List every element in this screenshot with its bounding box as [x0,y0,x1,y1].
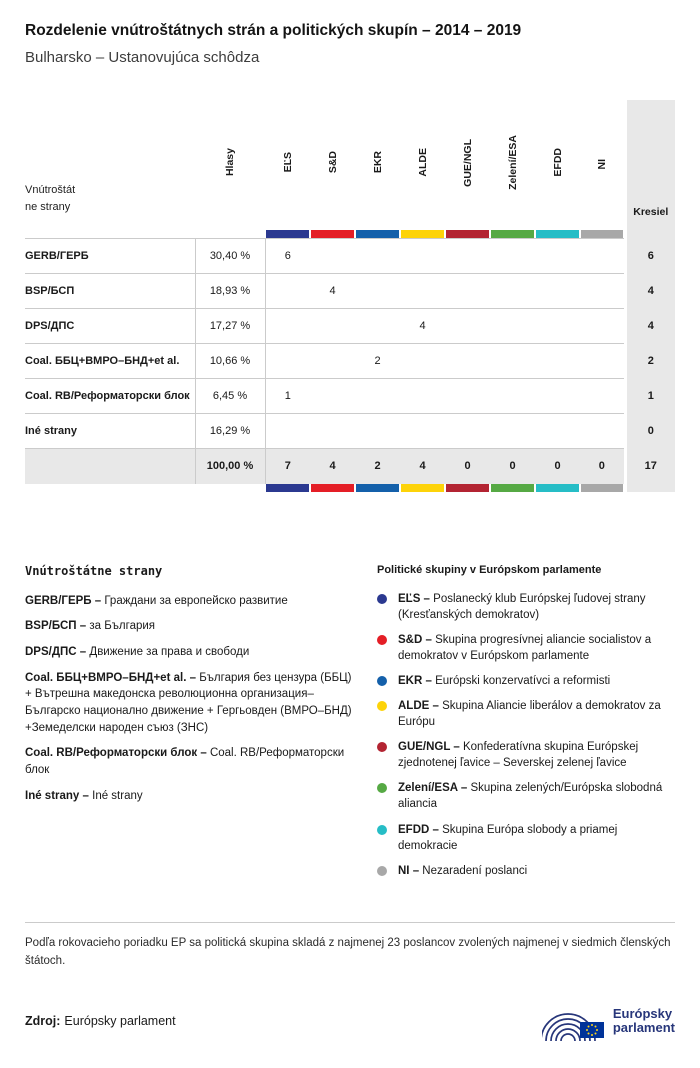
legend-item-name: Zelení/ESA – [398,782,468,795]
group-color-bar-fill [581,230,623,238]
legend-item-name: DPS/ДПС – [25,645,87,658]
ep-logo-text-line1: Európsky [612,1005,673,1021]
legend-item-text [398,698,675,730]
seat-cell [535,379,580,414]
legend-item-desc: Európski konzervatívci a reformisti [435,674,611,687]
seat-cell [490,239,535,274]
color-bar-row [25,230,675,239]
party-name-cell: Coal. RB/Реформаторски блок [25,379,195,414]
group-color-bar-fill [581,484,623,492]
column-header-group [265,100,310,230]
source-label: Zdroj: [25,1014,61,1029]
column-header-group [310,100,355,230]
legend-item [25,593,357,610]
group-color-bar [400,484,445,492]
votes-cell: 30,40 % [195,239,265,274]
seat-cell [445,274,490,309]
seat-cell [400,239,445,274]
total-group-seats-cell: 0 [490,449,535,484]
legend-item-name: BSP/БСП – [25,620,87,633]
group-color-bar [580,484,625,492]
seat-cell [400,344,445,379]
column-header-group-label: EKR [371,151,384,174]
bar-row-spacer [195,484,265,492]
group-color-dot [377,825,387,835]
legend-item [25,644,357,661]
group-color-bar-fill [401,484,444,492]
seat-cell: 4 [400,309,445,344]
color-bar-row [25,484,675,492]
column-header-group [490,100,535,230]
total-votes-cell: 100,00 % [195,449,265,484]
legend-item-name: Iné strany – [25,789,89,802]
legend-item [377,822,675,854]
legend-national-parties [25,564,377,888]
seat-cell [310,379,355,414]
total-seats-cell: 4 [625,274,675,309]
legend-item-name: NI – [398,864,420,877]
legend-item [377,632,675,664]
group-color-bar [355,230,400,239]
column-header-group-label: S&D [326,151,339,174]
column-header-group [535,100,580,230]
seat-cell [490,309,535,344]
column-header-group [355,100,400,230]
total-seats-cell: 1 [625,379,675,414]
table-row [25,414,675,449]
legend-item-name: ALDE – [398,699,439,712]
legend-item [25,788,357,805]
seat-cell [445,344,490,379]
total-row-spacer [25,449,195,484]
legend-item-desc: Граждани за европейско развитие [104,594,288,607]
legend-item-text [398,863,675,879]
column-header-group-label: ALDE [416,148,429,177]
group-color-bar [535,484,580,492]
column-header-votes [195,100,265,230]
bar-row-seats-spacer [625,230,675,239]
column-header-group-label: GUE/NGL [461,138,474,187]
legend-item [377,739,675,771]
seat-cell [445,239,490,274]
seat-cell [580,379,625,414]
legend-item-text [398,822,675,854]
column-header-seats-label: Kresiel [633,206,669,218]
divider [25,922,675,923]
seat-cell [580,239,625,274]
column-header-national-parties [25,100,195,230]
legend-item [377,863,675,879]
source-text: Európsky parlament [64,1014,176,1029]
legend-item-desc: Poslanecký klub Európskej ľudovej strany (Kresťanských demokratov) [398,592,646,621]
group-color-bar [355,484,400,492]
group-color-bar-fill [491,484,534,492]
group-color-dot [377,783,387,793]
seat-cell [265,274,310,309]
group-color-bar-fill [491,230,534,238]
legend-item-desc: Движение за права и свободи [89,645,250,658]
table-row [25,309,675,344]
bar-row-spacer [25,230,195,239]
legend-item-text [398,632,675,664]
column-header-group-label: Zelení/ESA [506,135,519,190]
legend-item-text [398,591,675,623]
table-header-row [25,100,675,230]
legend-item [377,591,675,623]
seat-cell [265,414,310,449]
party-name-cell: BSP/БСП [25,274,195,309]
group-color-bar [535,230,580,239]
footnote: Podľa rokovacieho poriadku EP sa politická skupina skladá z najmenej 23 poslancov zvolených najmenej v siedmich členských štátoch. [25,936,671,967]
group-color-bar [265,484,310,492]
legend-item-desc: Nezaradení poslanci [422,864,528,877]
table-row [25,344,675,379]
legend-item-name: EKR – [398,674,432,687]
seat-cell [400,414,445,449]
legend-item-text [398,673,675,689]
legend-item-name: GUE/NGL – [398,741,460,754]
legend-item-desc: Coal. RB/Реформаторски блок [25,747,345,776]
table-row [25,239,675,274]
seat-cell [580,344,625,379]
group-color-dot [377,635,387,645]
seat-cell [580,309,625,344]
group-color-dot [377,701,387,711]
legend-item-desc: Konfederatívna skupina Európskej zjednotenej ľavice – Severskej zelenej ľavice [398,741,639,770]
legend-item-desc: Iné strany [92,789,143,802]
legend-national-parties-list [25,593,357,805]
eu-flag-icon [580,1022,604,1038]
group-color-bar [310,230,355,239]
legend-item-desc: Skupina Aliancie liberálov a demokratov za Európu [398,699,661,729]
seat-cell [400,379,445,414]
legend-item [377,673,675,689]
legend-item-name: S&D – [398,633,432,646]
page-subtitle: Bulharsko – Ustanovujúca schôdza [25,49,260,66]
seat-cell [490,274,535,309]
group-color-bar-fill [446,484,489,492]
seat-cell [355,309,400,344]
seat-cell [310,344,355,379]
party-name-cell: Coal. ББЦ+ВМРО–БНД+et al. [25,344,195,379]
seat-cell [355,274,400,309]
column-header-national-parties-label: Vnútroštátne strany [25,183,76,213]
legend-national-parties-header: Vnútroštátne strany [25,563,163,578]
group-color-bar-fill [536,484,579,492]
votes-cell: 6,45 % [195,379,265,414]
seat-cell [535,414,580,449]
party-name-cell: DPS/ДПС [25,309,195,344]
legend-item-text [398,739,675,771]
votes-cell: 10,66 % [195,344,265,379]
legend-item-name: GERB/ГЕРБ – [25,594,102,607]
table-row [25,379,675,414]
group-color-bar [265,230,310,239]
votes-cell: 18,93 % [195,274,265,309]
legend-item-desc: България без цензура (ББЦ) + Вътрешна македонска революционна организация–Българско национално движение + Гергьовден (ВМРО–БНД) +Земеделски народен съюз (ЗНС) [25,671,352,734]
results-table [25,100,675,492]
total-seats-cell: 2 [625,344,675,379]
legend [25,564,675,888]
seat-cell [535,239,580,274]
seat-cell [310,309,355,344]
group-color-bar [445,484,490,492]
seat-cell [490,414,535,449]
bar-row-spacer [195,230,265,239]
seat-cell [445,379,490,414]
total-group-seats-cell: 0 [535,449,580,484]
legend-item [25,618,357,635]
grand-total-seats-cell: 17 [625,449,675,484]
party-name-cell: Iné strany [25,414,195,449]
total-group-seats-cell: 4 [310,449,355,484]
group-color-bar-fill [266,484,309,492]
seat-cell [580,414,625,449]
legend-item-name: EĽS – [398,592,430,605]
total-group-seats-cell: 0 [445,449,490,484]
legend-item [25,670,357,737]
legend-item [25,745,357,778]
group-color-bar-fill [311,230,354,238]
legend-item-desc: за България [89,620,156,633]
column-header-group-label: EFDD [551,148,564,177]
seat-cell [400,274,445,309]
bar-row-seats-spacer [625,484,675,492]
seat-cell [310,414,355,449]
seat-cell [535,274,580,309]
group-color-bar-fill [266,230,309,238]
legend-item-name: EFDD – [398,823,439,836]
seat-cell [310,239,355,274]
group-color-bar [580,230,625,239]
total-seats-cell: 4 [625,309,675,344]
total-row [25,449,675,484]
legend-item-name: Coal. RB/Реформаторски блок – [25,747,207,760]
group-color-dot [377,742,387,752]
group-color-dot [377,866,387,876]
column-header-group [445,100,490,230]
legend-item [377,698,675,730]
group-color-bar [445,230,490,239]
total-group-seats-cell: 4 [400,449,445,484]
column-header-group [580,100,625,230]
group-color-bar-fill [356,484,399,492]
group-color-bar [400,230,445,239]
seat-cell [355,414,400,449]
seat-cell: 2 [355,344,400,379]
total-seats-cell: 0 [625,414,675,449]
source [25,1014,176,1028]
seat-cell [355,239,400,274]
legend-political-groups-list [377,591,675,879]
legend-item-desc: Skupina Európa slobody a priamej demokracie [398,823,618,852]
column-header-group [400,100,445,230]
legend-item-desc: Skupina zelených/Európska slobodná aliancia [398,782,663,811]
seat-cell [490,379,535,414]
seat-cell [355,379,400,414]
group-color-dot [377,594,387,604]
legend-item-desc: Skupina progresívnej aliancie socialistov a demokratov v Európskom parlamente [398,633,652,662]
column-header-group-label: EĽS [281,152,294,173]
page-title: Rozdelenie vnútroštátnych strán a politických skupín – 2014 – 2019 [25,22,522,39]
group-color-bar-fill [311,484,354,492]
total-group-seats-cell: 0 [580,449,625,484]
column-header-seats [625,100,675,230]
column-header-group-label: NI [595,158,608,169]
seat-cell: 4 [310,274,355,309]
group-color-bar [490,230,535,239]
group-color-dot [377,676,387,686]
seat-cell [580,274,625,309]
group-color-bar-fill [401,230,444,238]
seat-cell: 1 [265,379,310,414]
seat-cell [265,309,310,344]
group-color-bar-fill [356,230,399,238]
group-color-bar [490,484,535,492]
group-color-bar-fill [536,230,579,238]
seat-cell: 6 [265,239,310,274]
group-color-bar [310,484,355,492]
column-header-votes-label: Hlasy [224,148,236,177]
bar-row-spacer [25,484,195,492]
party-name-cell: GERB/ГЕРБ [25,239,195,274]
legend-item-text [398,780,675,812]
seat-cell [535,309,580,344]
legend-item [377,780,675,812]
total-seats-cell: 6 [625,239,675,274]
seat-cell [445,309,490,344]
seat-cell [490,344,535,379]
group-color-bar-fill [446,230,489,238]
table-row [25,274,675,309]
legend-political-groups [377,564,675,888]
seat-cell [535,344,580,379]
legend-item-name: Coal. ББЦ+ВМРО–БНД+et al. – [25,671,196,684]
ep-logo-text-line2: parlament [612,1020,675,1036]
seat-cell [445,414,490,449]
total-group-seats-cell: 7 [265,449,310,484]
votes-cell: 17,27 % [195,309,265,344]
ep-logo-text [613,1007,675,1037]
legend-political-groups-header: Politické skupiny v Európskom parlamente [377,563,602,576]
seat-cell [265,344,310,379]
votes-cell: 16,29 % [195,414,265,449]
total-group-seats-cell: 2 [355,449,400,484]
